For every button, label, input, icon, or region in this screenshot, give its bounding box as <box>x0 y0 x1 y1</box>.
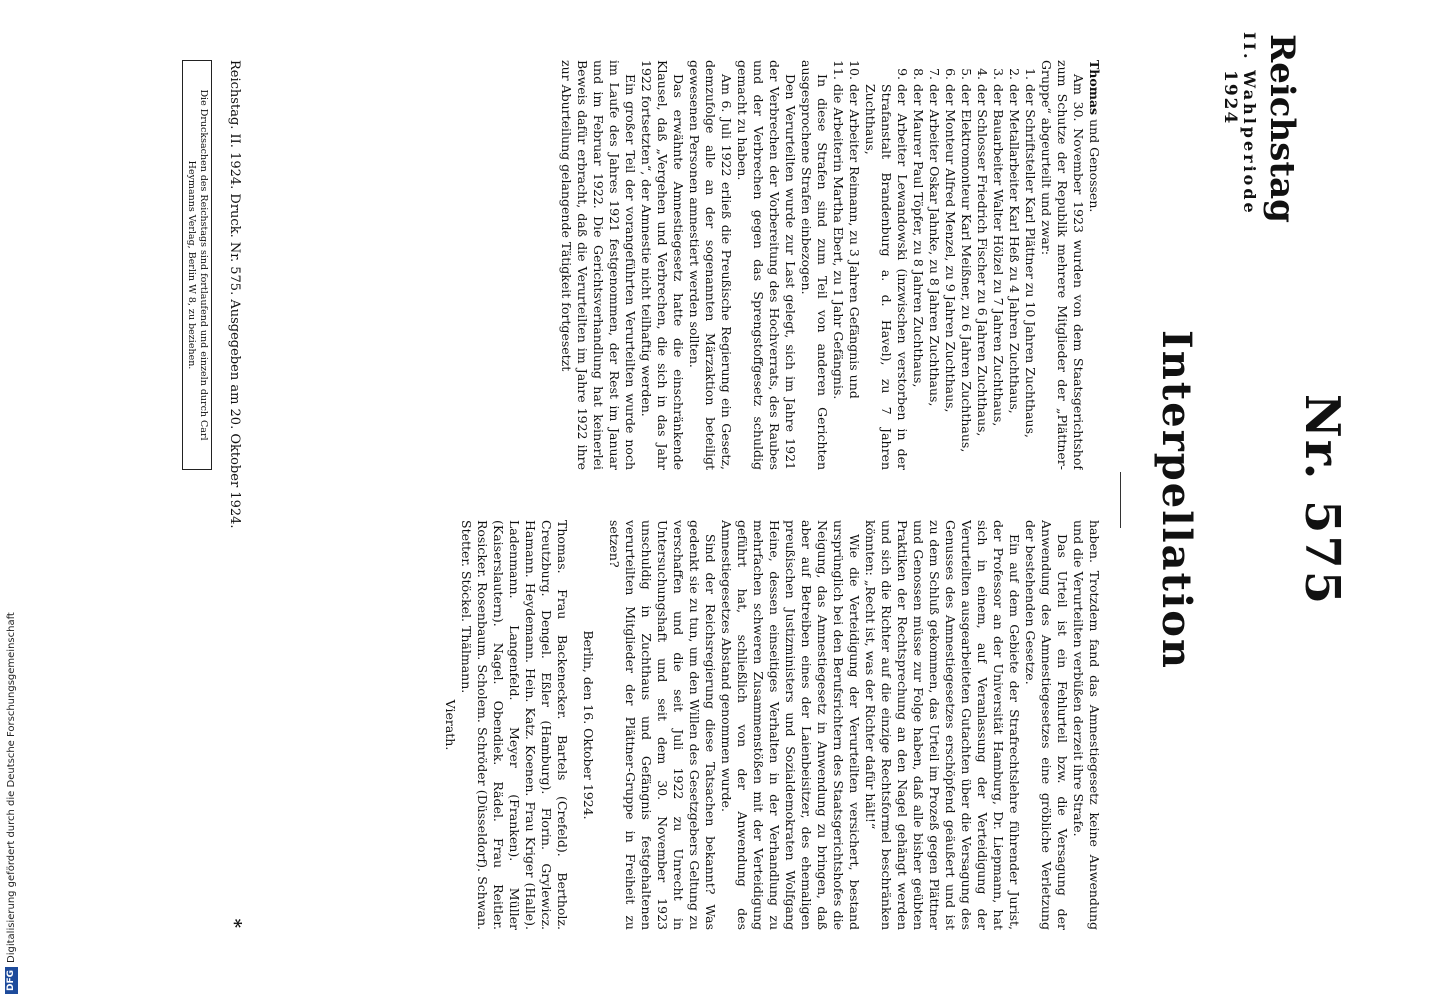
signatures: Thomas. Frau Backenecker. Bartels (Crefeld). Bertholz. Creutzburg. Dengel. Eßler (Hamburg). Florin. Grylewicz. Hamann. Heydemann. Hein. Katz. Koenen. Frau Kriger (Halle). Ladenmann. Langenfeld. Meyer (Franken). Müller (Kaiserslautern). Nagel. Obendiek. Rädel. Frau Reitler. Rosicker. Rosenbaum. Scholem. Schröder (Düsseldorf). Schwan. Stetter. Stöckel. Thälmann. <box>459 520 570 930</box>
list-item-number: 11. <box>831 60 846 80</box>
last-signature: Vierath. <box>443 699 458 751</box>
list-item <box>1022 60 1038 470</box>
paragraph: Ein auf dem Gebiete der Strafrechtslehre führender Jurist, der Professor an der Universität Hamburg, Dr. Liepmann, hat sich in einem, auf Veranlassung der Verteidigung der Verurteilten ausgearbeiteten Gutachten über die Versagung des Genusses des Amnestiegesetzes erschöpfend geäußert und ist zu dem Schluß gekommen, das Urteil im Prozeß gegen Plättner und Genossen müsse zur Folge haben, daß alle bisher geübten Praktiken der Rechtsprechung an den Nagel gehängt werden und sich die Richter auf die einzige Rechtsformel beschränken könnten: „Recht ist, was der Richter dafür hält!“ <box>863 520 1022 930</box>
list-item <box>1006 60 1022 470</box>
list-item-text: der Arbeiter Oskar Jahnke, zu 8 Jahren Zuchthaus, <box>927 84 942 407</box>
list-item-number: 9. <box>895 68 910 80</box>
list-item-text: der Arbeiter Lewandowski (inzwischen verstorben in der Strafanstalt Brandenburg a. d. Havel), zu 7 Jahren Zuchthaus, <box>863 84 910 470</box>
list-item-text: der Elektromonteur Karl Meißner, zu 6 Jahren Zuchthaus, <box>959 84 974 453</box>
list-item <box>846 60 862 470</box>
list-item-text: die Arbeiterin Martha Ebert, zu 1 Jahr Gefängnis. <box>831 84 846 400</box>
list-item <box>974 60 990 470</box>
list-item-number: 1. <box>1023 68 1038 80</box>
list-item-text: der Metallarbeiter Karl Heß zu 4 Jahren Zuchthaus, <box>1007 84 1022 414</box>
publisher-box: Die Drucksachen des Reichstags sind fortlaufend und einzeln durch Carl Heymanns Verlag, Berlin W 8, zu beziehen. <box>182 60 212 470</box>
signer-line <box>1086 60 1102 470</box>
running-head-year: 1924 <box>1220 70 1240 126</box>
date-line: Berlin, den 16. Oktober 1924. <box>581 630 596 820</box>
list-item-number: 4. <box>975 68 990 80</box>
list-item-number: 5. <box>959 68 974 80</box>
paragraph: Ein großer Teil der vorangeführten Verurteilten wurde noch im Laufe des Jahres 1921 festgenommen, der Rest im Januar und im Februar 1922. Die Gerichtsverhandlung hat keinerlei Beweis dafür erbracht, daß die Verurteilten im Jahre 1922 ihre zur Aburteilung gelangende Tätigkeit fortgesetzt <box>559 60 638 470</box>
list-item-text: der Arbeiter Reimann, zu 3 Jahren Gefängnis und <box>847 84 862 399</box>
list-item <box>958 60 974 470</box>
paragraph: haben. Trotzdem fand das Amnestiegesetz keine Anwendung und die Verurteilten verbüßen derzeit ihre Strafe. <box>1071 520 1102 930</box>
dfg-logo-icon: DFG <box>5 967 18 994</box>
paragraph: In diese Strafen sind zum Teil von anderen Gerichten ausgesprochene Strafen einbezogen. <box>799 60 830 470</box>
list-item-text: der Maurer Paul Töpfer, zu 8 Jahren Zuchthaus, <box>911 84 926 388</box>
digitization-strip <box>4 4 20 994</box>
list-item-text: der Schlosser Friedrich Fischer zu 6 Jahren Zuchthaus, <box>975 84 990 437</box>
intro-paragraph: Am 30. November 1923 wurden von dem Staatsgerichtshof zum Schutze der Republik mehrere Mitglieder der „Plättner-Gruppe“ abgeurteilt und zwar: <box>1039 60 1086 470</box>
footer-imprint-line: Reichstag. II. 1924. Druck. Nr. 575. Ausgegeben am 20. Oktober 1924. <box>227 60 242 529</box>
document-title: Interpellation <box>1153 330 1200 670</box>
footer <box>224 60 245 940</box>
list-item-number: 8. <box>911 68 926 80</box>
list-item <box>942 60 958 470</box>
text-column-right <box>342 520 1102 930</box>
convicted-list <box>830 60 1038 470</box>
digitization-note: Digitalisierung gefördert durch die Deutsche Forschungsgemeinschaft <box>6 612 17 963</box>
paragraph: Am 6. Juli 1922 erließ die Preußische Regierung ein Gesetz, demzufolge alle an der sogenannten Märzaktion beteiligt gewesenen Personen amnestiert werden sollten. <box>687 60 734 470</box>
text-column-left <box>342 60 1102 470</box>
list-item <box>926 60 942 470</box>
list-item-number: 7. <box>927 68 942 80</box>
list-item-number: 2. <box>1007 68 1022 80</box>
paragraph: Den Verurteilten wurde zur Last gelegt, sich im Jahre 1921 der Verbrechen der Vorbereitung des Hochverrats, des Raubes und der Verbrechen gegen das Sprengstoffgesetz schuldig gemacht zu haben. <box>735 60 798 470</box>
list-item <box>862 60 910 470</box>
document-number: Nr. 575 <box>1294 393 1350 607</box>
question-paragraph: Sind der Reichsregierung diese Tatsachen bekannt? Was gedenkt sie zu tun, um den Willen des Gesetzgebers Geltung zu verschaffen und die seit Juli 1922 zu Unrecht in Untersuchungshaft und seit dem 30. November 1923 unschuldig in Zuchthaus und Gefängnis festgehaltenen verurteilten Mitglieder der Plättner-Gruppe in Freiheit zu setzen? <box>607 520 718 930</box>
list-item-text: der Bauarbeiter Walter Hölzel zu 7 Jahren Zuchthaus, <box>991 84 1006 427</box>
lead-rest: und Genossen. <box>1087 115 1102 213</box>
paragraph: Das Urteil ist ein Fehlurteil bzw. die Versagung der Anwendung des Amnestiegesetzes eine gröbliche Verletzung der bestehenden Gesetze. <box>1023 520 1070 930</box>
list-item-text: der Monteur Alfred Menzel, zu 9 Jahren Zuchthaus, <box>943 84 958 413</box>
list-item <box>990 60 1006 470</box>
paragraph: Wie die Verteidigung der Verurteilten versichert, bestand ursprünglich bei den Berufsrichtern des Staatsgerichtshofes die Neigung, das Amnestiegesetz in Anwendung zu bringen, daß aber auf Betreiben eines der Laienbeisitzer, des ehemaligen preußischen Justizministers und Sozialdemokraten Wolfgang Heine, dessen einseitiges Verhalten in der Verhandlung zu mehrfachen schweren Zusammenstößen mit der Verteidigung geführt hat, schließlich von der Anwendung des Amnestiegesetzes Abstand genommen wurde. <box>719 520 862 930</box>
list-item-number: 6. <box>943 68 958 80</box>
list-item <box>830 60 846 470</box>
list-item-number: 3. <box>991 68 1006 80</box>
footer-marker: * <box>224 918 245 928</box>
list-item-text: der Schriftsteller Karl Plättner zu 10 Jahren Zuchthaus, <box>1023 84 1038 438</box>
running-head-reichstag: Reichstag <box>1262 34 1302 223</box>
paragraph: Das erwähnte Amnestiegesetz hatte die einschränkende Klausel, daß „Vergehen und Verbrechen, die sich in das Jahr 1922 fortsetzten“, der Amnestie nicht teilhaftig werden. <box>639 60 686 470</box>
running-head-wahlperiode: II. Wahlperiode <box>1240 32 1259 216</box>
title-rule <box>1120 472 1121 528</box>
list-item <box>910 60 926 470</box>
list-item-number: 10. <box>847 60 862 80</box>
lead-name: Thomas <box>1087 60 1102 116</box>
